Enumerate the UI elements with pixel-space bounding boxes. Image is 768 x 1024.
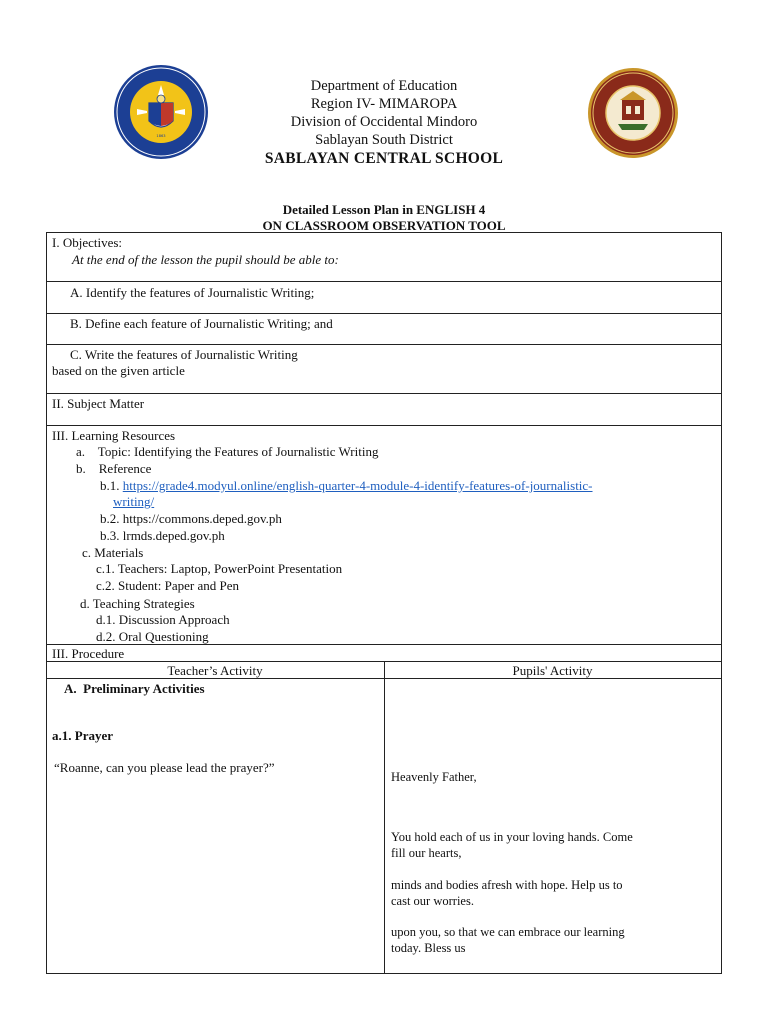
strategy-1: d.1. Discussion Approach [96, 612, 230, 627]
objective-c-continued: based on the given article [52, 363, 185, 378]
lesson-plan-subtitle: ON CLASSROOM OBSERVATION TOOL [262, 218, 506, 233]
objectives-heading: I. Objectives: [52, 235, 123, 250]
pupil-prayer-line-2: You hold each of us in your loving hands. Come [391, 830, 633, 844]
teacher-activity-header: Teacher’s Activity [167, 663, 263, 678]
procedure-heading: III. Procedure [52, 646, 125, 661]
reference-3: b.3. lrmds.deped.gov.ph [100, 528, 225, 543]
school-name: SABLAYAN CENTRAL SCHOOL [264, 150, 504, 167]
lesson-plan-title: Detailed Lesson Plan in ENGLISH 4 [282, 202, 486, 217]
preliminary-activities-heading: A. Preliminary Activities [64, 681, 205, 696]
svg-text:1863: 1863 [156, 134, 166, 138]
teacher-prayer-prompt: “Roanne, can you please lead the prayer?” [54, 760, 275, 775]
objective-b: B. Define each feature of Journalistic Writing; and [70, 316, 333, 331]
subject-matter-heading: II. Subject Matter [52, 396, 145, 411]
material-1: c.1. Teachers: Laptop, PowerPoint Presentation [96, 561, 343, 576]
reference-1-prefix: b.1. [100, 478, 120, 493]
objective-a: A. Identify the features of Journalistic Writing; [70, 285, 315, 300]
pupil-prayer-line-4: minds and bodies afresh with hope. Help us to [391, 878, 623, 892]
objective-c: C. Write the features of Journalistic Writing [70, 347, 298, 362]
department-name: Department of Education [310, 78, 458, 94]
resource-strategies: d. Teaching Strategies [80, 596, 195, 611]
prayer-heading: a.1. Prayer [52, 728, 114, 743]
pupil-prayer-line-7: today. Bless us [391, 941, 466, 955]
learning-resources-heading: III. Learning Resources [52, 428, 176, 443]
resource-topic: a. Topic: Identifying the Features of Journalistic Writing [76, 444, 379, 459]
reference-1-link-continued[interactable]: writing/ [113, 494, 155, 509]
pupil-prayer-line-1: Heavenly Father, [391, 770, 477, 784]
reference-1-link[interactable]: https://grade4.modyul.online/english-quarter-4-module-4-identify-features-of-journalistic- [122, 478, 593, 493]
strategy-2: d.2. Oral Questioning [96, 629, 209, 644]
reference-2: b.2. https://commons.deped.gov.ph [100, 511, 282, 526]
material-2: c.2. Student: Paper and Pen [96, 578, 239, 593]
pupil-prayer-line-6: upon you, so that we can embrace our learning [391, 925, 625, 939]
region-name: Region IV- MIMAROPA [310, 96, 458, 112]
resource-materials: c. Materials [82, 545, 144, 560]
district-name: Sablayan South District [315, 132, 453, 148]
objectives-intro: At the end of the lesson the pupil should be able to: [72, 252, 339, 267]
reference-1 [100, 478, 593, 494]
pupil-prayer-line-3: fill our hearts, [391, 846, 462, 860]
pupil-prayer-line-5: cast our worries. [391, 894, 474, 908]
division-name: Division of Occidental Mindoro [290, 114, 478, 130]
resource-reference: b. Reference [76, 461, 152, 476]
pupils-activity-header: Pupils' Activity [512, 663, 593, 678]
